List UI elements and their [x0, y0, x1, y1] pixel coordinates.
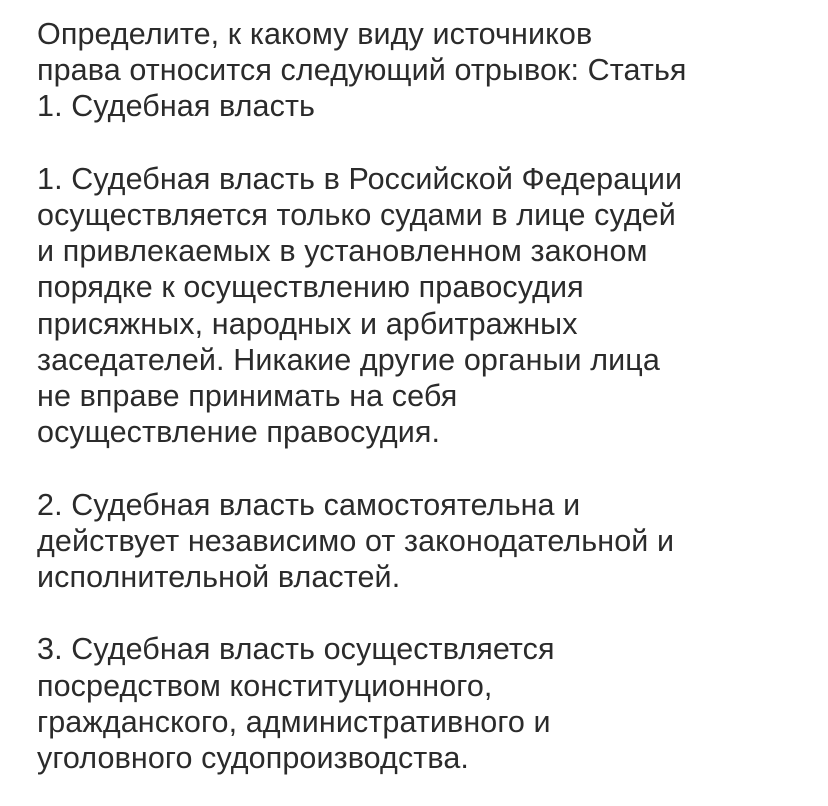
- text-line: заседателей. Никакие другие органыи лица: [37, 342, 660, 377]
- text-line: 3. Судебная власть осуществляется: [37, 632, 555, 667]
- paragraph-3: [37, 631, 798, 776]
- text-line: осуществляется только судами в лице судей: [37, 198, 676, 232]
- text-line: присяжных, народных и арбитражных: [37, 306, 578, 341]
- paragraph-1: [37, 161, 798, 451]
- paragraph-gap: [37, 125, 798, 161]
- text-line: не вправе принимать на себя: [37, 379, 458, 414]
- question-text: [37, 16, 798, 125]
- text-line: осуществление правосудия.: [37, 415, 441, 450]
- text-line: 1. Судебная власть в Российской Федерации: [37, 161, 683, 196]
- text-line: гражданского, административного и: [37, 704, 551, 739]
- text-line: права относится следующий отрывок: Статья: [37, 53, 687, 88]
- text-line: порядке к осуществлению правосудия: [37, 270, 584, 305]
- text-line: Определите, к какому виду источников: [37, 17, 593, 51]
- paragraph-2: [37, 487, 798, 596]
- text-line: и привлекаемых в установленном законом: [37, 234, 648, 269]
- text-line: действует независимо от законодательной и: [37, 523, 675, 558]
- text-line: 1. Судебная власть: [37, 89, 316, 124]
- text-line: уголовного судопроизводства.: [37, 741, 469, 776]
- paragraph-gap: [37, 595, 798, 631]
- text-line: посредством конституционного,: [37, 668, 493, 703]
- text-line: 2. Судебная власть самостоятельна и: [37, 487, 581, 522]
- text-line: исполнительной властей.: [37, 560, 401, 595]
- paragraph-gap: [37, 450, 798, 486]
